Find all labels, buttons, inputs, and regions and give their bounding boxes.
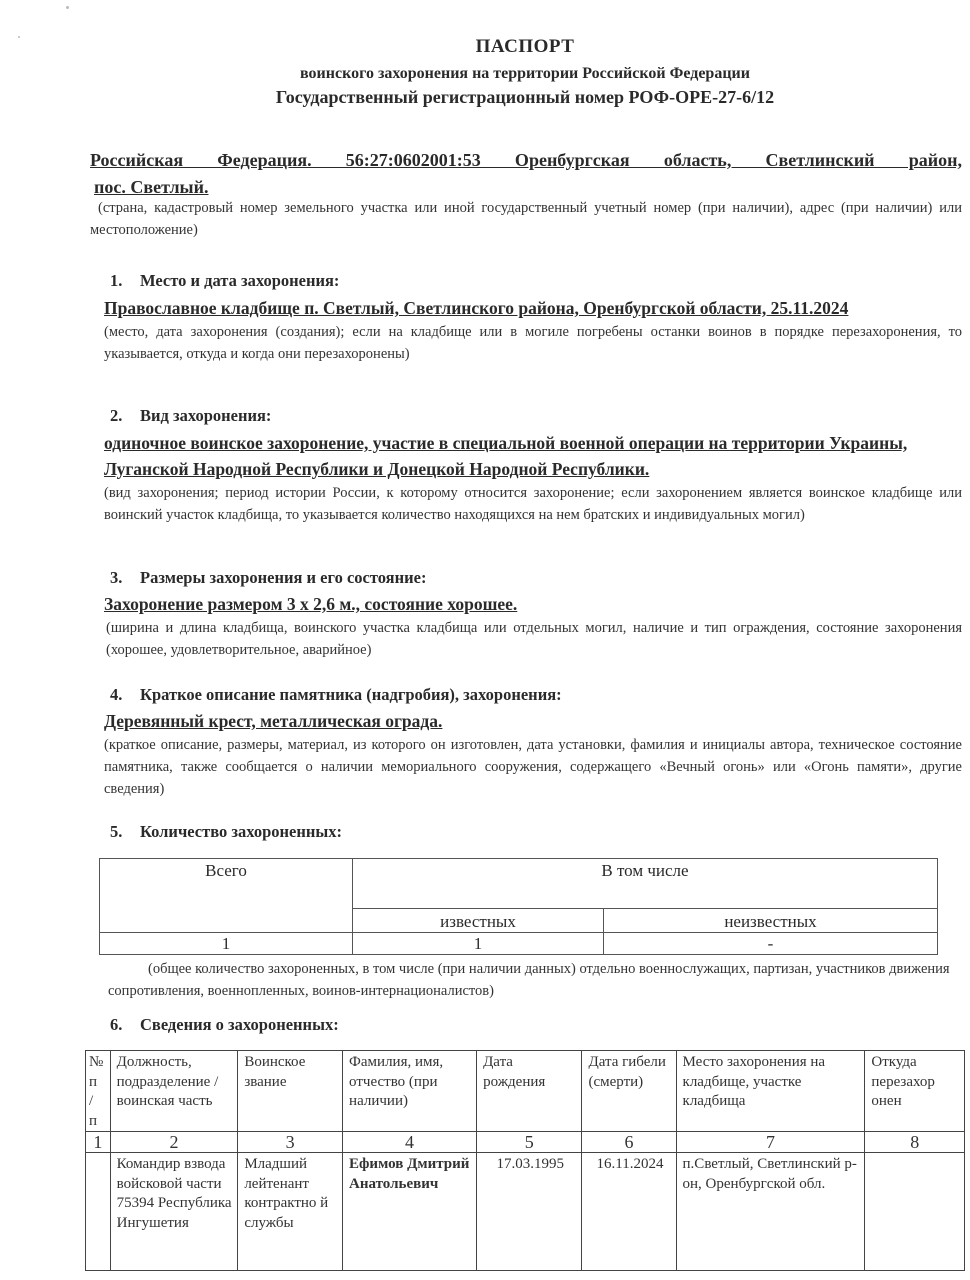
- section-hint: (место, дата захоронения (создания); если на кладбище или в могиле погребены останки воинов в порядке перезахоронения, то указывается, откуда и когда они перезахоронены): [104, 324, 962, 362]
- cell-rank: Младший лейтенант контрактно й службы: [238, 1153, 343, 1271]
- section-buried-details: [110, 1014, 962, 1036]
- cell-death-date: 16.11.2024: [582, 1153, 676, 1271]
- column-number: 8: [865, 1132, 965, 1153]
- total-count: 1: [100, 933, 353, 955]
- column-number: 2: [110, 1132, 238, 1153]
- column-number: 3: [238, 1132, 343, 1153]
- cell-full-name: Ефимов Дмитрий Анатольевич: [343, 1153, 477, 1271]
- address-line-1: Российская Федерация. 56:27:0602001:53 Оренбургская область, Светлинский район,: [90, 150, 962, 170]
- column-number: 4: [343, 1132, 477, 1153]
- column-number: 7: [676, 1132, 865, 1153]
- cell-burial-place: п.Светлый, Светлинский р-он, Оренбургской обл.: [676, 1153, 865, 1271]
- section-hint: (ширина и длина кладбища, воинского участка кладбища или отдельных могил, наличие и тип ограждения, состояние захоронения (хорошее, удовлетворительное, аварийное): [106, 620, 962, 658]
- section-heading: 5. Количество захороненных:: [110, 822, 343, 841]
- section-heading: 1. Место и дата захоронения:: [110, 271, 340, 290]
- header-rank: Воинское звание: [238, 1051, 343, 1132]
- section-value: Православное кладбище п. Светлый, Светлинского района, Оренбургской области, 25.11.2024: [104, 298, 849, 318]
- registration-number: Государственный регистрационный номер РОФ-ОРЕ-27-6/12: [275, 87, 775, 107]
- header-full-name: Фамилия, имя, отчество (при наличии): [343, 1051, 477, 1132]
- address-line-2: пос. Светлый.: [94, 177, 209, 197]
- table-row: [86, 1153, 965, 1271]
- known-header: известных: [353, 909, 604, 933]
- title-passport: ПАСПОРТ: [475, 36, 575, 57]
- header-burial-place: Место захоронения на кладбище, участке кладбища: [676, 1051, 865, 1132]
- section-value: Захоронение размером 3 х 2,6 м., состояние хорошее.: [104, 594, 518, 614]
- cell-birth-date: 17.03.1995: [477, 1153, 582, 1271]
- section-burial-place-date: [104, 270, 962, 365]
- including-header: В том числе: [353, 859, 938, 909]
- section-burial-count: [110, 821, 962, 843]
- section-heading: 3. Размеры захоронения и его состояние:: [110, 568, 427, 587]
- section-size-condition: [104, 567, 962, 661]
- title-subtitle: воинского захоронения на территории Российской Федерации: [300, 65, 750, 82]
- total-header: Всего: [100, 859, 353, 933]
- section-burial-type: [104, 405, 962, 526]
- known-count: 1: [353, 933, 604, 955]
- unknown-count: -: [604, 933, 938, 955]
- cell-reburied-from: [865, 1153, 965, 1271]
- scan-speck: [66, 6, 69, 9]
- address-hint: (страна, кадастровый номер земельного участка или иной государственный учетный номер (при наличии), адрес (при наличии) или местоположение): [90, 200, 962, 238]
- column-number: 5: [477, 1132, 582, 1153]
- buried-details-table: [85, 1050, 965, 1271]
- column-number-row: [86, 1132, 965, 1153]
- cell-position: Командир взвода войсковой части 75394 Республика Ингушетия: [110, 1153, 238, 1271]
- section-hint: (вид захоронения; период истории России, к которому относится захоронение; если захоронением является воинское кладбище или воинский участок кладбища, то указывается количество находящихся на нем братских и индивидуальных могил): [104, 485, 962, 523]
- section-monument-description: [104, 684, 962, 800]
- table-header-row: [86, 1051, 965, 1132]
- section-value: одиночное воинское захоронение, участие в специальной военной операции на территории Украины, Луганской Народной Республики и Донецкой Народной Республики.: [104, 433, 908, 479]
- header-number: № п / п: [86, 1051, 111, 1132]
- document-title: [0, 36, 970, 108]
- header-birth-date: Дата рождения: [477, 1051, 582, 1132]
- header-position: Должность, подразделение / воинская часть: [110, 1051, 238, 1132]
- section-heading: 2. Вид захоронения:: [110, 406, 272, 425]
- cell-number: [86, 1153, 111, 1271]
- header-reburied-from: Откуда перезахор онен: [865, 1051, 965, 1132]
- unknown-header: неизвестных: [604, 909, 938, 933]
- burial-count-table: [99, 858, 938, 955]
- column-number: 6: [582, 1132, 676, 1153]
- column-number: 1: [86, 1132, 111, 1153]
- burial-count-hint: (общее количество захороненных, в том числе (при наличии данных) отдельно военнослужащих, партизан, участников движения сопротивления, военнопленных, воинов-интернационалистов): [108, 961, 950, 999]
- header-death-date: Дата гибели (смерти): [582, 1051, 676, 1132]
- section-hint: (краткое описание, размеры, материал, из которого он изготовлен, дата установки, фамилия и инициалы автора, техническое состояние памятника, также сообщается о наличии мемориального сооружения, содержащего «Вечный огонь» или «Огонь памяти», другие сведения): [104, 737, 962, 797]
- section-heading: 4. Краткое описание памятника (надгробия), захоронения:: [110, 685, 562, 704]
- section-value: Деревянный крест, металлическая ограда.: [104, 711, 443, 731]
- section-heading: 6. Сведения о захороненных:: [110, 1015, 339, 1034]
